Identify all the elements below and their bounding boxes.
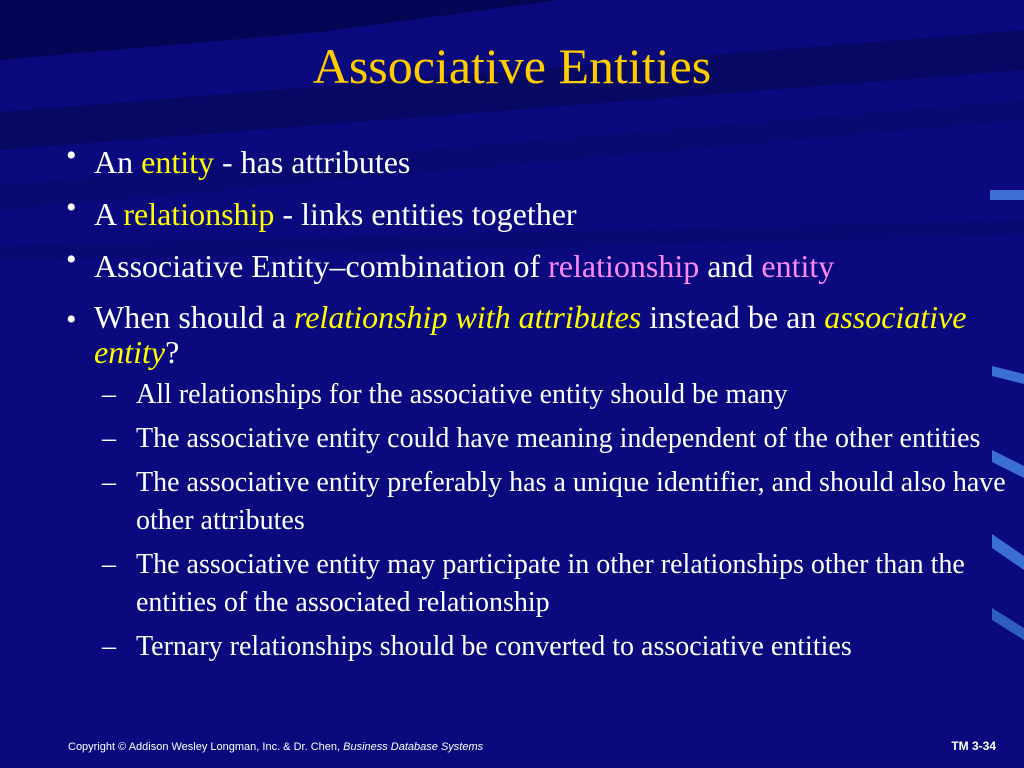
highlight-relationship: relationship — [123, 196, 275, 232]
bullet-icon: • — [66, 191, 77, 224]
dash-icon: – — [102, 379, 116, 410]
sub-bullet: – The associative entity preferably has a unique identifier, and should also have other attributes — [66, 464, 1016, 540]
bullet-relationship: • A relationship - links entities together — [66, 188, 1016, 240]
copyright-footer: Copyright © Addison Wesley Longman, Inc. & Dr. Chen, Business Database Systems — [68, 741, 484, 753]
book-title: Business Database Systems — [343, 741, 484, 753]
sub-bullet: – The associative entity may participate in other relationships other than the entities of the associated relationship — [66, 546, 1016, 622]
highlight-associative-entity: associative entity — [94, 299, 967, 370]
dash-icon: – — [102, 423, 116, 454]
slide-number: TM 3-34 — [951, 739, 996, 753]
highlight-entity-pink: entity — [761, 248, 835, 284]
bullet-associative-entity: • Associative Entity–combination of relationship and entity — [66, 240, 1016, 292]
bullet-entity: • An entity - has attributes — [66, 136, 1016, 188]
dash-icon: – — [102, 467, 116, 498]
highlight-entity: entity — [141, 144, 214, 180]
slide-title: Associative Entities — [312, 38, 712, 94]
dash-icon: – — [102, 631, 116, 662]
bullet-icon: • — [66, 303, 77, 336]
sub-bullet: – All relationships for the associative entity should be many — [66, 376, 1016, 414]
dash-icon: – — [102, 549, 116, 580]
bullet-list — [66, 136, 1016, 666]
highlight-relationship-with-attributes: relationship with attributes — [293, 299, 642, 335]
highlight-relationship-pink: relationship — [548, 248, 700, 284]
sub-bullet: – Ternary relationships should be converted to associative entities — [66, 628, 1016, 666]
bullet-icon: • — [66, 139, 77, 172]
bullet-icon: • — [66, 243, 77, 276]
bullet-when-should: • When should a relationship with attributes instead be an associative entity? — [66, 299, 967, 370]
sub-bullet: – The associative entity could have meaning independent of the other entities — [66, 420, 1016, 458]
